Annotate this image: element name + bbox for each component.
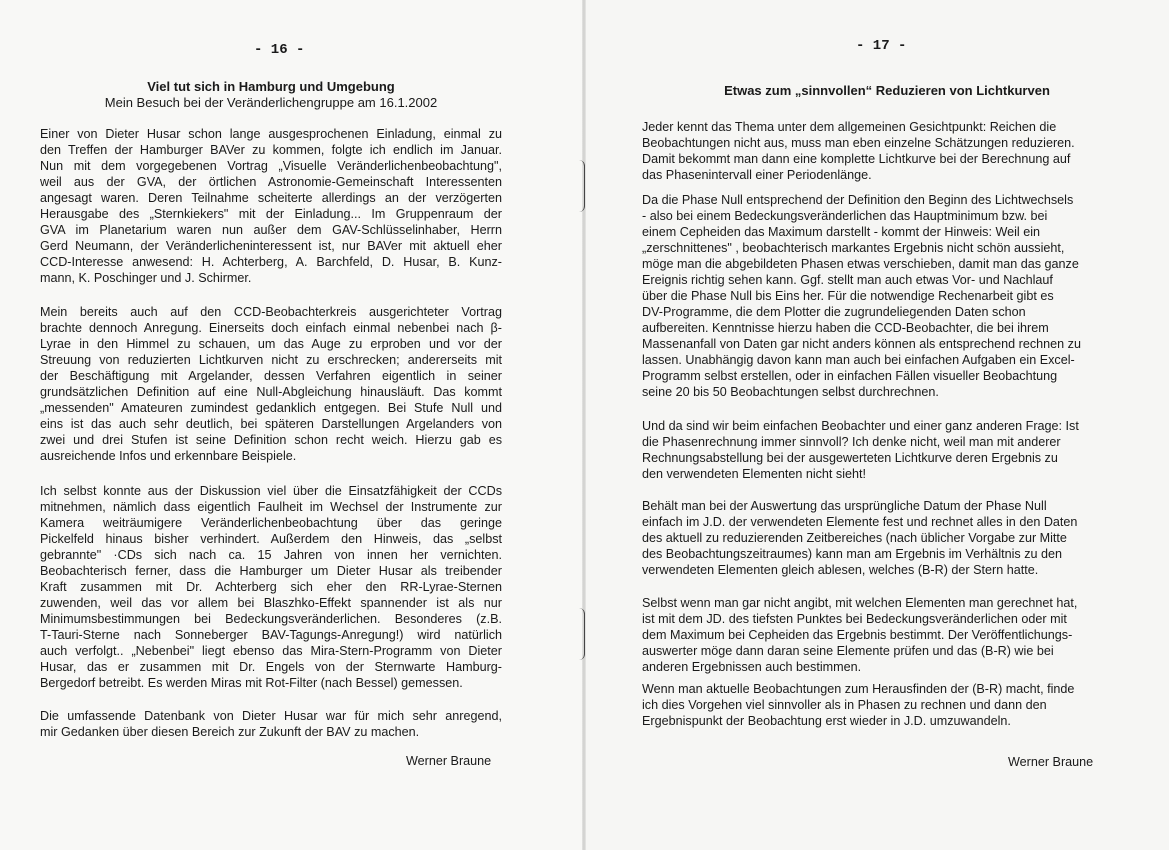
text-line: Und da sind wir beim einfachen Beobachter und einer ganz anderen Frage: Ist	[642, 419, 1079, 433]
text-line: „messenden" Amateuren zumindest gedanklich entgegen. Bei Stufe Null und	[40, 401, 502, 415]
text-line: über die Phase Null bis Eins her. Für die notwendige Rechenarbeit gibt es	[642, 289, 1054, 303]
author-signature: Werner Braune	[406, 754, 492, 768]
paragraph	[40, 126, 502, 286]
text-line: lassen. Unabhängig davon kann man auch bei einfachen Aufgaben ein Excel-	[642, 353, 1075, 367]
text-line: einfach im J.D. der verwendeten Elemente fest und rechnet alles in den Daten	[642, 515, 1078, 529]
text-line: mann, K. Poschinger und J. Schirmer.	[40, 271, 252, 285]
text-line: anderen Ergebnissen auch bestimmen.	[642, 660, 862, 674]
text-line: möge man die abgebildeten Phasen etwas verschieben, damit man das ganze	[642, 257, 1079, 271]
text-line: Ich selbst konnte aus der Diskussion viel über die Einsatzfähigkeit der CCDs	[40, 484, 502, 498]
text-line: T-Tauri-Sterne nach Sonneberger BAV-Tagungs-Anregung!) wird natürlich	[40, 628, 502, 642]
text-line: des aktuell zu reduzierenden Zeitbereiches (nach üblicher Vorgabe zur Mitte	[642, 531, 1067, 545]
article-subtitle: Mein Besuch bei der Veränderlichengruppe am 16.1.2002	[104, 95, 438, 110]
text-line: „zerschnittenes" , beobachterisch markantes Ergebnis nicht schön aussieht,	[642, 241, 1065, 255]
right-page	[584, 0, 1169, 850]
text-line: Einer von Dieter Husar schon lange ausgesprochenen Einladung, einmal zu	[40, 127, 502, 141]
page-number: - 17 -	[856, 38, 907, 54]
text-line: Ergebnispunkt der Beobachtung erst wieder in J.D. umzuwandeln.	[642, 714, 1011, 728]
text-line: GVA im Planetarium waren nun außer dem GAV-Schlüsselinhaber, Herrn	[40, 223, 502, 237]
text-line: Da die Phase Null entsprechend der Definition den Beginn des Lichtwechsels	[642, 193, 1074, 207]
text-line: Selbst wenn man gar nicht angibt, mit welchen Elementen man gerechnet hat,	[642, 596, 1078, 610]
page-fold	[582, 0, 586, 850]
text-line: Kraft zusammen mit Dr. Achterberg sich eher den RR-Lyrae-Sternen	[40, 580, 502, 594]
text-line: Minimumsbestimmungen bei Bedeckungsveränderlichen. Besonderes (z.B.	[40, 612, 502, 626]
text-line: eins ist das auch sehr deutlich, bei späteren Darstellungen Argelanders von	[40, 417, 502, 431]
text-line: Mein bereits auch auf den CCD-Beobachterkreis ausgerichteter Vortrag	[40, 305, 502, 319]
text-line: des Beobachtungszeitraumes) kann man am Ergebnis im Verhältnis zu den	[642, 547, 1063, 561]
binding-mark	[578, 160, 585, 212]
text-line: auch verfolgt.. „Nebenbei" liegt ebenso das Mira-Stern-Programm von Dieter	[40, 644, 502, 658]
text-line: einem Cepheiden das Maximum darstellt - kommt der Hinweis: Weil ein	[642, 225, 1041, 239]
paragraph	[642, 498, 1132, 578]
text-line: das Phasenintervall einer Periodenlänge.	[642, 168, 872, 182]
paragraph	[40, 483, 502, 691]
text-line: Herausgabe des „Sternkiekers" mit der Einladung... Im Gruppenraum der	[40, 207, 502, 221]
paragraph	[642, 595, 1132, 675]
text-line: Behält man bei der Auswertung das ursprüngliche Datum der Phase Null	[642, 499, 1047, 513]
text-line: Rechnungsabstellung bei der ausgewerteten Lichtkurve deren Ergebnis zu	[642, 451, 1058, 465]
paragraph	[642, 418, 1132, 482]
text-line: verwendeten Elementen gleich ablesen, welches (B-R) der Stern hatte.	[642, 563, 1039, 577]
text-line: mir Gedanken über diesen Bereich zur Zukunft der BAV zu machen.	[40, 725, 420, 739]
text-line: Nun mit dem vorgegebenen Vortrag „Visuelle Veränderlichenbeobachtung",	[40, 159, 502, 173]
text-line: dem Maximum bei Cepheiden das Ergebnis bestimmt. Der Veröffentlichungs-	[642, 628, 1073, 642]
text-line: brachte dennoch Anregung. Einerseits doch einfach einmal nebenbei nach β-	[40, 321, 502, 335]
text-line: Damit bekommt man dann eine komplette Lichtkurve bei der Berechnung auf	[642, 152, 1071, 166]
paragraph	[40, 304, 502, 464]
text-line: Husar, das er zusammen mit Dr. Engels von der Sternwarte Hamburg-	[40, 660, 502, 674]
text-line: Beobachtungen nicht aus, muss man eben einzelne Schätzungen reduzieren.	[642, 136, 1075, 150]
text-line: gebrannte" ·CDs sich nach ca. 15 Jahren von innen her vernichten.	[40, 548, 502, 562]
text-line: Bergedorf betreibt. Es werden Miras mit Rot-Filter (nach Bessel) gemessen.	[40, 676, 463, 690]
text-line: Streuung von reduzierten Lichtkurven nicht zu erschrecken; andererseits mit	[40, 353, 502, 367]
text-line: Programm selbst erstellen, oder in einfachen Fällen visueller Beobachtung	[642, 369, 1058, 383]
paragraph	[40, 708, 502, 740]
left-page	[0, 0, 584, 850]
text-line: Beobachterisch ferner, dass die Hamburger um Dieter Husar als treibender	[40, 564, 502, 578]
text-line: aufbereiten. Kenntnisse hierzu haben die CCD-Beobachter, die bei ihrem	[642, 321, 1049, 335]
text-line: - also bei einem Bedeckungsveränderlichen das Hauptminimum bzw. bei	[642, 209, 1048, 223]
text-line: Wenn man aktuelle Beobachtungen zum Herausfinden der (B-R) macht, finde	[642, 682, 1075, 696]
text-line: angesagt waren. Deren Teilnahme scheiterte allerdings an der verzögerten	[40, 191, 502, 205]
text-line: ausreichende Infos und erkennbare Beispiele.	[40, 449, 297, 463]
text-line: DV-Programme, die dem Plotter die zugrundeliegenden Daten schon	[642, 305, 1026, 319]
text-line: ist mit dem JD. des tiefsten Punktes bei Bedeckungsveränderlichen oder mit	[642, 612, 1067, 626]
text-line: seine 20 bis 50 Beobachtungen selbst durchrechnen.	[642, 385, 939, 399]
text-line: den Treffen der Hamburger BAVer zu kommen, folgte ich endlich im Januar.	[40, 143, 502, 157]
article-title: Viel tut sich in Hamburg und Umgebung	[147, 79, 395, 94]
text-line: die Phasenrechnung immer sinnvoll? Ich denke nicht, weil man mit anderer	[642, 435, 1061, 449]
text-line: ich dies Vorgehen viel sinnvoller als in Phasen zu rechnen und dann den	[642, 698, 1047, 712]
binding-mark	[578, 608, 585, 660]
page-number: - 16 -	[254, 42, 305, 58]
text-line: weil aus der GVA, der örtlichen Astronomie-Gemeinschaft Interessenten	[40, 175, 502, 189]
text-line: zuwenden, weil das vor allem bei Blaszhko-Effekt spannender ist als nur	[40, 596, 502, 610]
text-line: der Beschäftigung mit Argelander, dessen Verfahren eigentlich in seiner	[40, 369, 502, 383]
text-line: mitnehmen, nämlich dass eigentlich Faulheit im Wechsel der Instrumente zur	[40, 500, 502, 514]
paragraph	[642, 192, 1132, 400]
text-line: Jeder kennt das Thema unter dem allgemeinen Gesichtpunkt: Reichen die	[642, 120, 1057, 134]
paragraph	[642, 681, 1132, 729]
text-line: Die umfassende Datenbank von Dieter Husar war für mich sehr anregend,	[40, 709, 502, 723]
paragraph	[642, 119, 1132, 183]
text-line: Pickelfeld hinaus bisher verhindert. Außerdem den Hinweis, das „selbst	[40, 532, 502, 546]
text-line: CCD-Interesse anwesend: H. Achterberg, A. Barchfeld, D. Husar, B. Kunz-	[40, 255, 502, 269]
author-signature: Werner Braune	[1008, 755, 1094, 769]
text-line: auswerter möge dann daran seine Elemente prüfen und das (B-R) wie bei	[642, 644, 1054, 658]
text-line: Ereignis richtig sehen kann. Ggf. stellt man auch etwas Vor- und Nachlauf	[642, 273, 1053, 287]
text-line: zwei und drei Stufen ist seine Definition schon recht weich. Hierzu gab es	[40, 433, 502, 447]
text-line: grundsätzlichen Definition auf eine Null-Abgleichung hinausläuft. Das kommt	[40, 385, 502, 399]
text-line: den verwendeten Elementen nicht sieht!	[642, 467, 867, 481]
text-line: Massenanfall von Daten gar nicht anders können als entsprechend rechnen zu	[642, 337, 1081, 351]
text-line: Lyrae in den Himmel zu schauen, um das Auge zu erproben und vor der	[40, 337, 502, 351]
text-line: Gerd Neumann, der Veränderlicheninteressent ist, nur BAVer mit aktuell eher	[40, 239, 502, 253]
article-title: Etwas zum „sinnvollen“ Reduzieren von Lichtkurven	[724, 83, 1050, 98]
text-line: Kamera weiträumigere Veränderlichenbeobachtung über das geringe	[40, 516, 502, 530]
